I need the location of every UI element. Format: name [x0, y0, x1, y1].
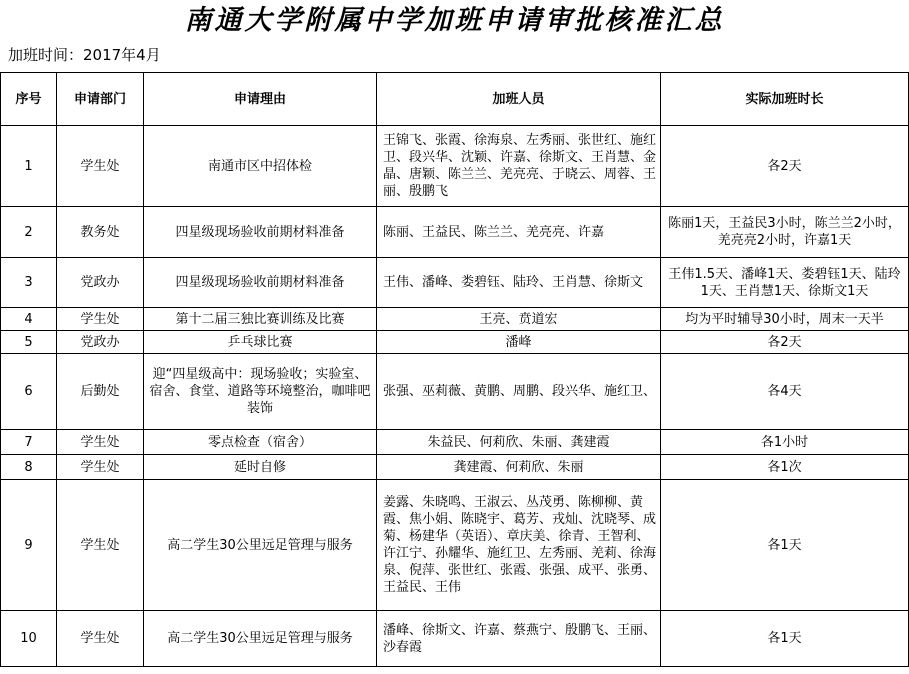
row-dept: 学生处: [57, 430, 144, 455]
row-people: 陈丽、王益民、陈兰兰、羌亮亮、许嘉: [377, 207, 661, 258]
row-duration: 各1天: [661, 611, 909, 667]
row-dept: 学生处: [57, 611, 144, 667]
header-duration: 实际加班时长: [661, 73, 909, 126]
overtime-period: 加班时间：2017年4月: [8, 46, 161, 64]
row-duration: 陈丽1天，王益民3小时，陈兰兰2小时，羌亮亮2小时，许嘉1天: [661, 207, 909, 258]
row-reason: 延时自修: [144, 455, 377, 480]
table-row: [1, 354, 909, 430]
row-reason: 高二学生30公里远足管理与服务: [144, 611, 377, 667]
row-people: 潘峰、徐斯文、许嘉、蔡燕宁、殷鹏飞、王丽、沙春霞: [377, 611, 661, 667]
row-duration: 王伟1.5天、潘峰1天、娄碧钰1天、陆玲1天、王肖慧1天、徐斯文1天: [661, 258, 909, 308]
row-no: 10: [1, 611, 57, 667]
row-no: 2: [1, 207, 57, 258]
table-row: [1, 455, 909, 480]
table-header-row: [1, 73, 909, 126]
table-row: [1, 480, 909, 611]
row-people: 龚建霞、何莉欣、朱丽: [377, 455, 661, 480]
row-reason: 四星级现场验收前期材料准备: [144, 207, 377, 258]
row-dept: 学生处: [57, 455, 144, 480]
row-reason: 迎“四星级高中：现场验收；实验室、宿舍、食堂、道路等环境整治，咖啡吧装饰: [144, 354, 377, 430]
row-duration: 各2天: [661, 126, 909, 207]
table-row: [1, 126, 909, 207]
row-no: 4: [1, 308, 57, 331]
row-people: 朱益民、何莉欣、朱丽、龚建霞: [377, 430, 661, 455]
row-people: 王亮、贲道宏: [377, 308, 661, 331]
page-title: 南通大学附属中学加班申请审批核准汇总: [184, 5, 725, 36]
row-no: 1: [1, 126, 57, 207]
table-row: [1, 308, 909, 331]
row-dept: 学生处: [57, 480, 144, 611]
row-duration: 各2天: [661, 331, 909, 354]
table-row: [1, 331, 909, 354]
row-no: 6: [1, 354, 57, 430]
row-no: 7: [1, 430, 57, 455]
row-duration: 均为平时辅导30小时，周末一天半: [661, 308, 909, 331]
row-dept: 学生处: [57, 308, 144, 331]
row-people: 张强、巫莉薇、黄鹏、周鹏、段兴华、施红卫、: [377, 354, 661, 430]
table-row: [1, 258, 909, 308]
row-people: 姜露、朱晓鸣、王淑云、丛茂勇、陈柳柳、黄霞、焦小娟、陈晓宇、葛芳、戎灿、沈晓琴、成菊、杨建华（英语）、章庆美、徐青、王智利、许江宁、孙耀华、施红卫、左秀丽、羌莉、徐海泉、倪萍、张世红、张霞、张强、成平、张勇、王益民、王伟: [377, 480, 661, 611]
row-dept: 教务处: [57, 207, 144, 258]
row-dept: 党政办: [57, 258, 144, 308]
header-reason: 申请理由: [144, 73, 377, 126]
row-duration: 各1天: [661, 480, 909, 611]
row-reason: 乒乓球比赛: [144, 331, 377, 354]
row-duration: 各1小时: [661, 430, 909, 455]
row-reason: 零点检查（宿舍）: [144, 430, 377, 455]
table-row: [1, 207, 909, 258]
row-no: 8: [1, 455, 57, 480]
row-dept: 党政办: [57, 331, 144, 354]
row-dept: 后勤处: [57, 354, 144, 430]
row-people: 潘峰: [377, 331, 661, 354]
table-row: [1, 430, 909, 455]
row-no: 3: [1, 258, 57, 308]
row-duration: 各4天: [661, 354, 909, 430]
row-no: 5: [1, 331, 57, 354]
table-row: [1, 611, 909, 667]
row-no: 9: [1, 480, 57, 611]
row-people: 王锦飞、张霞、徐海泉、左秀丽、张世红、施红卫、段兴华、沈颖、许嘉、徐斯文、王肖慧、金晶、唐颖、陈兰兰、羌亮亮、于晓云、周蓉、王丽、殷鹏飞: [377, 126, 661, 207]
row-people: 王伟、潘峰、娄碧钰、陆玲、王肖慧、徐斯文: [377, 258, 661, 308]
row-reason: 南通市区中招体检: [144, 126, 377, 207]
row-duration: 各1次: [661, 455, 909, 480]
row-reason: 四星级现场验收前期材料准备: [144, 258, 377, 308]
header-dept: 申请部门: [57, 73, 144, 126]
row-reason: 第十二届三独比赛训练及比赛: [144, 308, 377, 331]
row-reason: 高二学生30公里远足管理与服务: [144, 480, 377, 611]
row-dept: 学生处: [57, 126, 144, 207]
header-people: 加班人员: [377, 73, 661, 126]
header-no: 序号: [1, 73, 57, 126]
overtime-table: [0, 72, 909, 667]
